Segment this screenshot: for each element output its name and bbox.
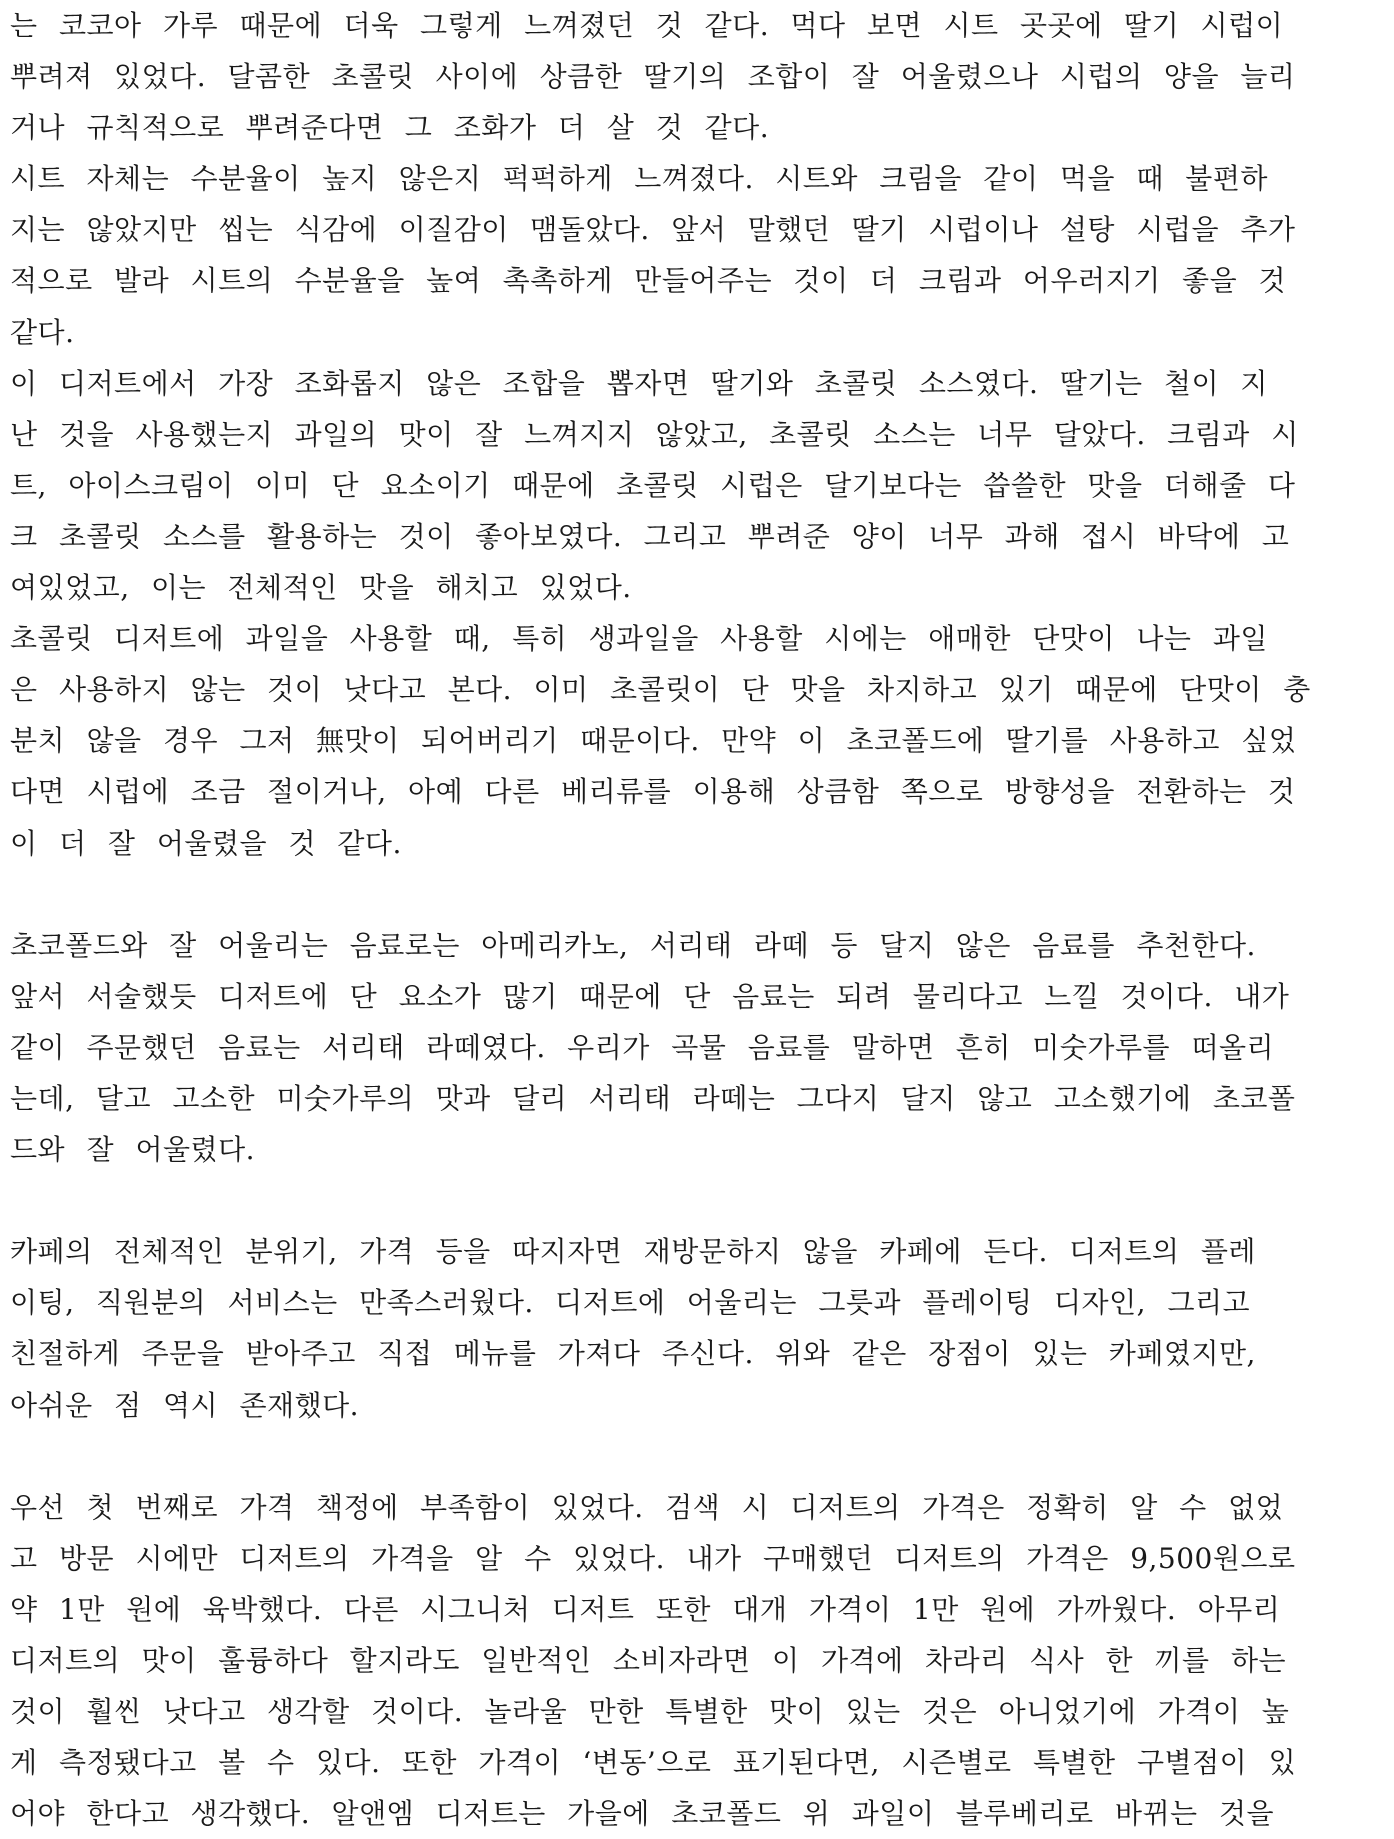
text-line: 친절하게 주문을 받아주고 직접 메뉴를 가져다 주신다. 위와 같은 장점이 있는 카페였지만, [10, 1337, 1256, 1371]
text-line: 여있었고, 이는 전체적인 맛을 해치고 있었다. [10, 571, 632, 605]
text-line: 우선 첫 번째로 가격 책정에 부족함이 있었다. 검색 시 디저트의 가격은 정확히 알 수 없었 [10, 1490, 1284, 1524]
text-line: 앞서 서술했듯 디저트에 단 요소가 많기 때문에 단 음료는 되려 물리다고 느낄 것이다. 내가 [10, 979, 1290, 1013]
text-line: 다면 시럽에 조금 절이거나, 아예 다른 베리류를 이용해 상큼함 쪽으로 방향성을 전환하는 것 [10, 775, 1296, 809]
blank-line [10, 869, 1370, 920]
document-body [10, 0, 1370, 1839]
text-line: 이팅, 직원분의 서비스는 만족스러웠다. 디저트에 어울리는 그릇과 플레이팅 디자인, 그리고 [10, 1286, 1251, 1320]
text-line: 이 더 잘 어울렸을 것 같다. [10, 826, 402, 860]
text-line: 초코폴드와 잘 어울리는 음료로는 아메리카노, 서리태 라떼 등 달지 않은 음료를 추천한다. [10, 928, 1256, 962]
text-line: 약 1만 원에 육박했다. 다른 시그니처 디저트 또한 대개 가격이 1만 원에 가까웠다. 아무리 [10, 1592, 1281, 1626]
text-line: 디저트의 맛이 훌륭하다 할지라도 일반적인 소비자라면 이 가격에 차라리 식사 한 끼를 하는 [10, 1644, 1287, 1677]
text-line: 이 디저트에서 가장 조화롭지 않은 조합을 뽑자면 딸기와 초콜릿 소스였다. 딸기는 철이 지 [10, 366, 1268, 400]
text-line: 은 사용하지 않는 것이 낫다고 본다. 이미 초콜릿이 단 맛을 차지하고 있기 때문에 단맛이 충 [10, 673, 1311, 707]
text-line: 같다. [10, 315, 75, 349]
text-line: 시트 자체는 수분율이 높지 않은지 퍽퍽하게 느껴졌다. 시트와 크림을 같이 먹을 때 불편하 [10, 162, 1268, 196]
text-line: 드와 잘 어울렸다. [10, 1133, 256, 1167]
text-line: 뿌려져 있었다. 달콤한 초콜릿 사이에 상큼한 딸기의 조합이 잘 어울렸으나 시럽의 양을 늘리 [10, 60, 1296, 94]
text-line: 는 코코아 가루 때문에 더욱 그렇게 느껴졌던 것 같다. 먹다 보면 시트 곳곳에 딸기 시럽이 [10, 9, 1284, 42]
text-line: 고 방문 시에만 디저트의 가격을 알 수 있었다. 내가 구매했던 디저트의 가격은 9,500원으로 [10, 1541, 1296, 1575]
text-line: 분치 않을 경우 그저 無맛이 되어버리기 때문이다. 만약 이 초코폴드에 딸기를 사용하고 싶었 [10, 724, 1297, 758]
text-line: 어야 한다고 생각했다. 알앤엠 디저트는 가을에 초코폴드 위 과일이 블루베리로 바뀌는 것을 [10, 1797, 1275, 1831]
text-line: 지는 않았지만 씹는 식감에 이질감이 맴돌았다. 앞서 말했던 딸기 시럽이나 설탕 시럽을 추가 [10, 213, 1296, 247]
text-line: 것이 훨씬 낫다고 생각할 것이다. 놀라울 만한 특별한 맛이 있는 것은 아니었기에 가격이 높 [10, 1695, 1290, 1729]
blank-line [10, 1431, 1370, 1482]
text-line: 는데, 달고 고소한 미숫가루의 맛과 달리 서리태 라떼는 그다지 달지 않고 고소했기에 초코폴 [10, 1081, 1296, 1115]
text-line: 게 측정됐다고 볼 수 있다. 또한 가격이 ‘변동’으로 표기된다면, 시즌별로 특별한 구별점이 있 [10, 1746, 1297, 1780]
text-line: 크 초콜릿 소스를 활용하는 것이 좋아보였다. 그리고 뿌려준 양이 너무 과해 접시 바닥에 고 [10, 519, 1290, 553]
blank-line [10, 1175, 1370, 1226]
text-line: 거나 규칙적으로 뿌려준다면 그 조화가 더 살 것 같다. [10, 111, 770, 145]
text-line: 카페의 전체적인 분위기, 가격 등을 따지자면 재방문하지 않을 카페에 든다. 디저트의 플레 [10, 1235, 1256, 1269]
text-line: 난 것을 사용했는지 과일의 맛이 잘 느껴지지 않았고, 초콜릿 소스는 너무 달았다. 크림과 시 [10, 417, 1299, 451]
text-line: 초콜릿 디저트에 과일을 사용할 때, 특히 생과일을 사용할 시에는 애매한 단맛이 나는 과일 [10, 622, 1268, 656]
text-line: 같이 주문했던 음료는 서리태 라떼였다. 우리가 곡물 음료를 말하면 흔히 미숫가루를 떠올리 [10, 1030, 1275, 1064]
text-line: 적으로 발라 시트의 수분율을 높여 촉촉하게 만들어주는 것이 더 크림과 어우러지기 좋을 것 [10, 264, 1287, 298]
text-line: 아쉬운 점 역시 존재했다. [10, 1388, 360, 1422]
text-line: 트, 아이스크림이 이미 단 요소이기 때문에 초콜릿 시럽은 달기보다는 씁쓸한 맛을 더해줄 다 [10, 468, 1296, 502]
